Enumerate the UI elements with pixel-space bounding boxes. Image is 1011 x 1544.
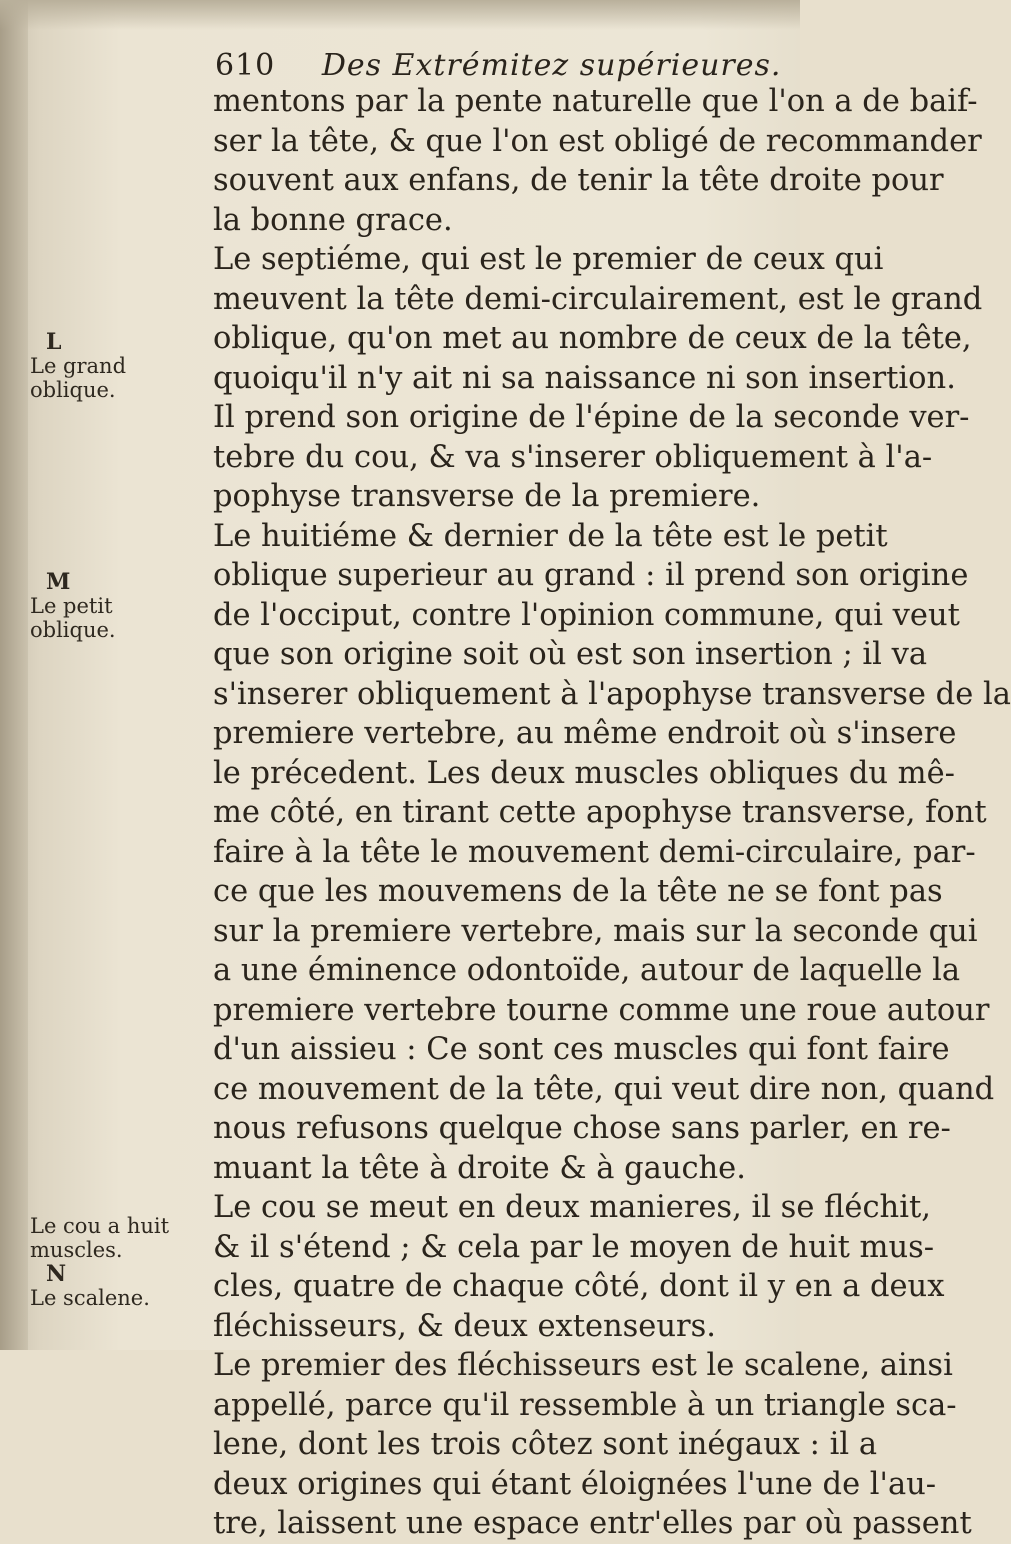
margin-note-petit-oblique <box>30 570 190 642</box>
text-line: lene, dont les trois côtez sont inégaux : il a <box>213 1427 878 1462</box>
page-spine-edge <box>0 0 28 1350</box>
text-line: sur la premiere vertebre, mais sur la seconde qui <box>213 913 978 949</box>
text-line: ser la tête, & que l'on est obligé de recommander <box>213 123 982 159</box>
margin-note-letter: L <box>46 329 62 355</box>
text-line: souvent aux enfans, de tenir la tête droite pour <box>213 163 944 198</box>
running-header <box>215 48 782 83</box>
text-line: me côté, en tirant cette apophyse transverse, font <box>213 795 987 830</box>
text-line: muant la tête à droite & à gauche. <box>213 1150 746 1186</box>
text-line: ce que les mouvemens de la tête ne se font pas <box>213 874 943 909</box>
text-line: oblique superieur au grand : il prend son origine <box>213 558 969 593</box>
running-title: Des Extrémitez supérieures. <box>321 48 782 83</box>
margin-note-cou <box>30 1214 190 1262</box>
margin-note-line: Le grand <box>30 354 127 378</box>
text-line: tebre du cou, & va s'inserer obliquement à l'a- <box>213 439 933 475</box>
text-line: mentons par la pente naturelle que l'on a de baif- <box>213 84 978 119</box>
text-line: s'inserer obliquement à l'apophyse transverse de la <box>213 676 1011 712</box>
text-line: cles, quatre de chaque côté, dont il y en a deux <box>213 1269 945 1304</box>
margin-note-line: oblique. <box>30 618 116 642</box>
text-line: pophyse transverse de la premiere. <box>213 479 761 514</box>
text-line: Le cou se meut en deux manieres, il se fléchit, <box>213 1190 931 1225</box>
text-line: le précedent. Les deux muscles obliques du mê- <box>213 755 955 791</box>
text-line: quoiqu'il n'y ait ni sa naissance ni son insertion. <box>213 360 956 396</box>
text-line: premiere vertebre, au même endroit où s'insere <box>213 716 957 751</box>
text-line: oblique, qu'on met au nombre de ceux de la tête, <box>213 321 972 356</box>
page-number: 610 <box>215 48 276 83</box>
margin-note-line: Le cou a huit <box>30 1214 170 1238</box>
text-line: faire à la tête le mouvement demi-circulaire, par- <box>213 834 976 870</box>
margin-note-scalene-visible <box>30 1262 190 1310</box>
text-line: ce mouvement de la tête, qui veut dire non, quand <box>213 1071 995 1107</box>
text-line: d'un aissieu : Ce sont ces muscles qui font faire <box>213 1032 950 1067</box>
text-line: la bonne grace. <box>213 202 453 238</box>
text-line: appellé, parce qu'il ressemble à un triangle sca- <box>213 1387 957 1423</box>
text-line: Le premier des fléchisseurs est le scalene, ainsi <box>213 1348 953 1383</box>
text-line: fléchisseurs, & deux extenseurs. <box>213 1308 716 1344</box>
margin-note-line: oblique. <box>30 378 116 402</box>
margin-note-line: muscles. <box>30 1238 123 1262</box>
text-line: Le huitiéme & dernier de la tête est le petit <box>213 518 888 554</box>
text-line: Le septiéme, qui est le premier de ceux qui <box>213 242 884 277</box>
margin-note-letter: M <box>46 569 71 595</box>
text-line: premiere vertebre tourne comme une roue autour <box>213 992 990 1028</box>
main-text <box>213 82 1011 1544</box>
margin-note-letter: N <box>46 1261 67 1287</box>
text-line: deux origines qui étant éloignées l'une de l'au- <box>213 1466 937 1502</box>
margin-note-grand-oblique <box>30 330 190 402</box>
text-line: meuvent la tête demi-circulairement, est le grand <box>213 281 983 317</box>
text-line: a une éminence odontoïde, autour de laquelle la <box>213 953 961 988</box>
text-line: nous refusons quelque chose sans parler, en re- <box>213 1111 951 1146</box>
text-line: que son origine soit où est son insertion ; il va <box>213 637 928 672</box>
margin-note-line: Le petit <box>30 594 113 618</box>
text-line: de l'occiput, contre l'opinion commune, qui veut <box>213 597 960 633</box>
margin-note-line: Le scalene. <box>30 1286 150 1310</box>
text-line: tre, laissent une espace entr'elles par où passent <box>213 1506 972 1541</box>
text-line: & il s'étend ; & cela par le moyen de huit mus- <box>213 1229 935 1265</box>
text-line: Il prend son origine de l'épine de la seconde ver- <box>213 400 970 435</box>
page-top-edge <box>0 0 800 30</box>
